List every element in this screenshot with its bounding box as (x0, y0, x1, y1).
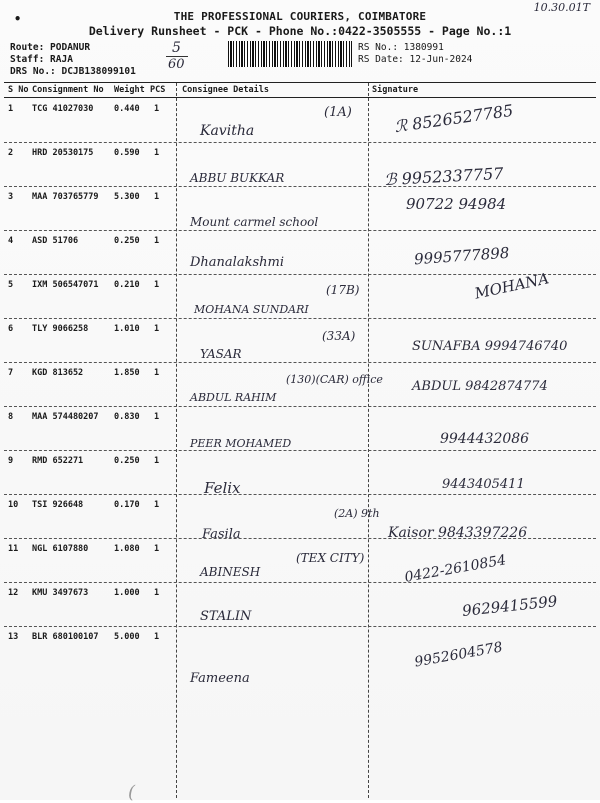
row-pcs: 1 (154, 412, 160, 422)
row-weight: 1.000 (114, 588, 140, 598)
signature: ℛ 8526527785 (393, 100, 515, 137)
header-rule-top (4, 82, 596, 83)
table-row (4, 231, 596, 275)
row-consignment: MAA 703765779 (32, 192, 99, 202)
row-pcs: 1 (154, 588, 160, 598)
signature: 90722 94984 (406, 195, 507, 213)
row-pcs: 1 (154, 280, 160, 290)
row-consignment: TSI 926648 (32, 500, 84, 510)
handwritten-fraction-bottom: 60 (168, 57, 185, 72)
col-header-consignment: Consignment No (32, 85, 104, 95)
row-consignment: ASD 51706 (32, 236, 79, 246)
consignee-note: (130)(CAR) office (286, 373, 383, 386)
table-row (4, 99, 596, 143)
consignee-name: PEER MOHAMED (190, 437, 292, 450)
col-header-consignee: Consignee Details (182, 85, 269, 95)
consignee-name: STALIN (200, 609, 252, 624)
row-sno: 11 (8, 544, 19, 554)
row-consignment: TLY 9066258 (32, 324, 89, 334)
row-pcs: 1 (154, 500, 160, 510)
signature: 9443405411 (442, 477, 525, 492)
table-row (4, 583, 596, 627)
col-header-pcs: PCS (150, 85, 166, 95)
consignee-note: (33A) (322, 329, 356, 343)
table-row (4, 451, 596, 495)
row-consignment: KGD 813652 (32, 368, 84, 378)
header-rule-bottom (4, 97, 596, 98)
row-weight: 1.850 (114, 368, 140, 378)
table-row (4, 627, 596, 686)
signature: 9944432086 (440, 431, 530, 447)
row-pcs: 1 (154, 368, 160, 378)
consignee-name: Fameena (190, 671, 250, 686)
row-pcs: 1 (154, 148, 160, 158)
row-weight: 0.440 (114, 104, 140, 114)
consignee-name: MOHANA SUNDARI (194, 303, 309, 316)
table-row (4, 539, 596, 586)
signature: Kaisor 9843397226 (388, 525, 528, 541)
rs-number: RS No.: 1380991 (358, 42, 444, 53)
row-consignment: KMU 3497673 (32, 588, 89, 598)
row-sno: 3 (8, 192, 14, 202)
table-row (4, 495, 596, 542)
col-header-sno: S No (8, 85, 29, 95)
row-consignment: BLR 680100107 (32, 632, 99, 642)
consignee-name: ABBU BUKKAR (190, 171, 285, 185)
rs-date: RS Date: 12-Jun-2024 (358, 54, 473, 65)
signature: ℬ 9952337757 (383, 163, 504, 190)
table-row (4, 143, 596, 190)
consignee-name: YASAR (200, 347, 242, 361)
staff-label: Staff: RAJA (10, 54, 73, 65)
row-pcs: 1 (154, 632, 160, 642)
row-weight: 5.000 (114, 632, 140, 642)
runsheet-subtitle: Delivery Runsheet - PCK - Phone No.:0422-3505555 - Page No.:1 (88, 24, 512, 38)
row-sno: 7 (8, 368, 14, 378)
handwritten-fraction-top: 5 (172, 40, 181, 56)
row-pcs: 1 (154, 192, 160, 202)
row-consignment: TCG 41027030 (32, 104, 94, 114)
row-consignment: NGL 6107880 (32, 544, 89, 554)
row-pcs: 1 (154, 104, 160, 114)
table-row (4, 407, 596, 451)
consignee-note: (2A) 9th (334, 507, 380, 520)
row-consignment: IXM 506547071 (32, 280, 99, 290)
row-sno: 9 (8, 456, 14, 466)
table-row (4, 319, 596, 363)
row-consignment: RMD 652271 (32, 456, 84, 466)
signature: ABDUL 9842874774 (412, 379, 548, 394)
row-sno: 6 (8, 324, 14, 334)
row-weight: 0.170 (114, 500, 140, 510)
row-pcs: 1 (154, 236, 160, 246)
row-consignment: HRD 20530175 (32, 148, 94, 158)
row-pcs: 1 (154, 544, 160, 554)
row-weight: 5.300 (114, 192, 140, 202)
col-header-signature: Signature (372, 85, 419, 95)
signature: 9952604578 (413, 639, 504, 671)
drs-number: DRS No.: DCJB138099101 (10, 66, 136, 77)
row-weight: 0.590 (114, 148, 140, 158)
page-corner-mark: ( (128, 782, 136, 803)
consignee-note: (1A) (324, 105, 352, 120)
row-sno: 10 (8, 500, 19, 510)
signature: 9629415599 (461, 592, 559, 620)
table-row (4, 269, 596, 319)
consignee-name: Felix (204, 479, 241, 497)
signature: SUNAFBA 9994746740 (412, 339, 568, 354)
row-pcs: 1 (154, 456, 160, 466)
row-weight: 1.010 (114, 324, 140, 334)
row-sno: 4 (8, 236, 14, 246)
handwritten-reference: 10.30.01T (533, 1, 590, 14)
consignee-name: ABDUL RAHIM (190, 391, 277, 404)
col-header-weight: Weight (114, 85, 145, 95)
signature: 9995777898 (413, 243, 510, 269)
table-row (4, 187, 596, 231)
consignee-note: (17B) (326, 283, 360, 297)
row-sno: 13 (8, 632, 19, 642)
row-sno: 2 (8, 148, 14, 158)
signature: 0422-2610854 (403, 552, 508, 586)
bullet-mark: • (14, 12, 22, 26)
table-row (4, 363, 596, 407)
row-pcs: 1 (154, 324, 160, 334)
route-label: Route: PODANUR (10, 42, 91, 53)
row-sno: 1 (8, 104, 14, 114)
signature: MOHANA (472, 269, 551, 303)
row-weight: 0.250 (114, 236, 140, 246)
row-weight: 1.080 (114, 544, 140, 554)
row-sno: 8 (8, 412, 14, 422)
consignee-note: (TEX CITY) (296, 551, 365, 565)
row-weight: 0.830 (114, 412, 140, 422)
company-title: THE PROFESSIONAL COURIERS, COIMBATORE (173, 10, 427, 23)
consignee-name: Kavitha (200, 123, 255, 139)
row-weight: 0.250 (114, 456, 140, 466)
row-consignment: MAA 574480207 (32, 412, 99, 422)
row-sno: 12 (8, 588, 19, 598)
barcode (228, 41, 352, 67)
row-sno: 5 (8, 280, 14, 290)
consignee-name: ABINESH (200, 565, 261, 579)
consignee-name: Fasila (202, 527, 241, 542)
consignee-name: Mount carmel school (190, 215, 319, 229)
row-weight: 0.210 (114, 280, 140, 290)
consignee-name: Dhanalakshmi (190, 255, 284, 270)
